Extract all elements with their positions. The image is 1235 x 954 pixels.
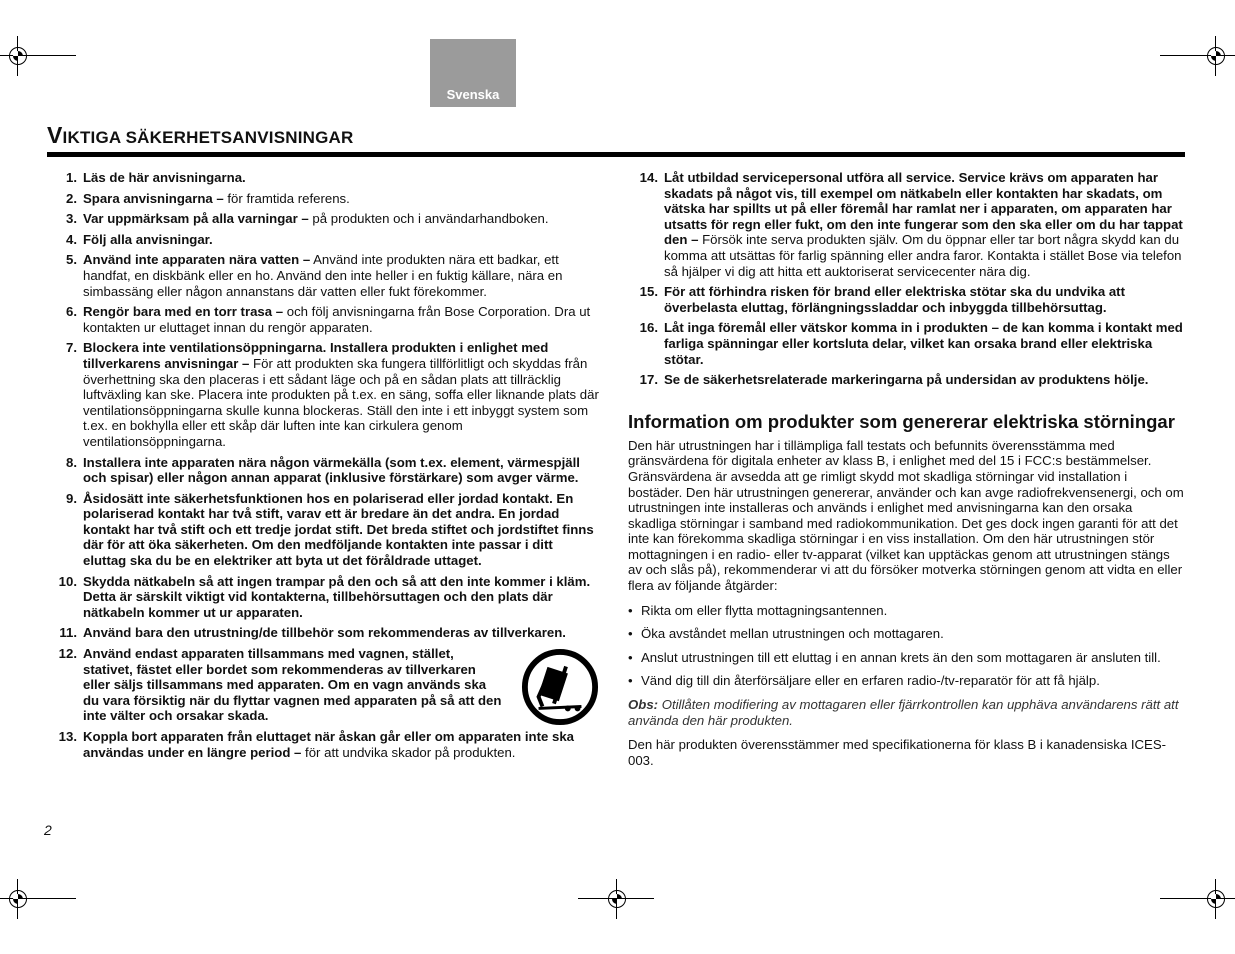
- list-item: [47, 491, 599, 569]
- page-number: 2: [44, 822, 52, 838]
- item-number: 4.: [66, 231, 77, 247]
- list-item: [628, 170, 1184, 279]
- list-item: [47, 252, 599, 299]
- list-item: [628, 372, 1184, 388]
- item-number: 10.: [58, 573, 77, 589]
- item-bold-text: Låt inga föremål eller vätskor komma in i produkten – de kan komma i kontakt med farliga spänningar eller kortsluta delar, vilket kan orsaka brand eller elektriska stötar.: [664, 320, 1183, 367]
- item-number: 3.: [66, 211, 77, 227]
- list-item: [47, 729, 599, 760]
- item-number: 11.: [59, 625, 77, 641]
- list-item: [628, 320, 1184, 367]
- section-heading: Information om produkter som genererar elektriska störningar: [628, 410, 1175, 432]
- list-item: [47, 304, 599, 335]
- item-text: Använd inte produkten nära ett badkar, ett handfat, en diskbänk eller en ho. Använd den inte heller i en fuktig källare, nära en simbassäng eller någon annanstans där vatten eller fukt förekommer.: [83, 252, 563, 299]
- list-item: [47, 455, 599, 486]
- registration-mark-icon: [1196, 36, 1235, 76]
- left-column: [47, 170, 599, 765]
- language-label: Svenska: [446, 87, 500, 102]
- item-bold-text: För att förhindra risken för brand eller elektriska stötar ska du undvika att överbelasta eluttag, förlängningssladdar och inbyggda tillbehörsuttag.: [664, 284, 1125, 315]
- bullet-item: [628, 626, 1184, 642]
- bullet-icon: •: [628, 626, 633, 642]
- item-number: 9.: [66, 490, 77, 506]
- item-number: 17.: [639, 372, 658, 388]
- crop-line: [36, 898, 76, 899]
- item-number: 16.: [639, 320, 658, 336]
- registration-mark-icon: [0, 36, 38, 76]
- item-number: 6.: [66, 304, 77, 320]
- item-text: på produkten och i användarhandboken.: [308, 211, 549, 227]
- registration-mark-icon: [0, 879, 38, 919]
- item-bold-text: Åsidosätt inte säkerhetsfunktionen hos en polariserad eller jordad kontakt. En polariserad kontakt har två stift, varav ett är bredare än det andra. En jordad kontakt har två stift och ett tredje jordat stift. Det breda stiftet och jordstiftet finns där för att öka säkerheten. Om den medföljande kontakten inte passar i ditt eluttag ska du be en elektriker att byta ut det föråldrade uttaget.: [83, 490, 594, 569]
- list-item: [47, 625, 599, 641]
- item-text: för att undvika skador på produkten.: [301, 744, 516, 760]
- page-title: [47, 122, 354, 149]
- bullet-item: [628, 650, 1184, 666]
- item-bold-text: Installera inte apparaten nära någon värmekälla (som t.ex. element, värmespjäll och spisar) eller någon annan apparat (inklusive förstärkare) som avger värme.: [83, 454, 580, 486]
- item-bold-text: Skydda nätkabeln så att ingen trampar på den och så att den inte kommer i kläm. Detta är särskilt viktigt vid kontakterna, tillbehörsuttagen och den plats där nätkabeln kommer ut ur apparaten.: [83, 573, 591, 620]
- item-bold-text: Blockera inte ventilationsöppningarna. Installera produkten i enlighet med tillverkarens anvisningar –: [83, 340, 549, 371]
- title-first-letter: V: [47, 122, 63, 148]
- item-number: 2.: [66, 190, 77, 206]
- note-label: Obs:: [628, 697, 659, 713]
- info-paragraph: Den här utrustningen har i tillämpliga fall testats och befunnits överensstämma med gränsvärdena för digitala enheter av klass B, i enlighet med del 15 i FCC:s bestämmelser. Gränsvärdena är avsedda att ge rimligt skydd mot skadliga störningar vid installation i bostäder. Den här utrustningen genererar, använder och kan avge radiofrekvensenergi, och om utrustningen inte installeras och används i enlighet med anvisningarna kan den orsaka skadliga störningar i samband med radiokommunikation. Det ges dock ingen garanti för att det inte kan förekomma skadliga störningar i en viss installation. Om den här utrustningen stör mottagningen i en radio- eller tv-apparat (vilket kan upptäckas genom att utrustningen stängs av och slås på), rekommenderar vi att du försöker motverka störningen genom att vidta en eller flera av följande åtgärder:: [628, 437, 1184, 594]
- cart-tip-over-warning-icon: [521, 648, 599, 726]
- list-item: [47, 170, 599, 186]
- list-item: [47, 574, 599, 621]
- crop-line: [36, 55, 76, 56]
- item-bold-text: Använd endast apparaten tillsammans med vagnen, stället, stativet, fästet eller bordet som rekommenderas av tillverkaren eller säljs tillsammans med apparaten. Om en vagn används ska du vara försiktig när du flyttar vagnen med apparaten på så att den inte välter och orsakar skada.: [83, 646, 502, 724]
- item-bold-text: Koppla bort apparaten från eluttaget när åskan går eller om apparaten inte ska användas under en längre period –: [83, 729, 575, 760]
- item-text: och följ anvisningarna från Bose Corporation. Dra ut kontakten ur eluttaget innan du rengör apparaten.: [83, 304, 591, 335]
- language-tab: [430, 39, 516, 107]
- bullet-item: [628, 603, 1184, 619]
- item-bold-text: Spara anvisningarna –: [83, 190, 224, 206]
- title-rule: [47, 152, 1185, 157]
- crop-line: [578, 898, 654, 899]
- item-bold-text: Se de säkerhetsrelaterade markeringarna på undersidan av produktens hölje.: [664, 372, 1149, 388]
- bullet-text: Öka avståndet mellan utrustningen och mottagaren.: [641, 626, 944, 642]
- bullet-icon: •: [628, 673, 633, 689]
- item-number: 7.: [66, 340, 77, 356]
- item-bold-text: Rengör bara med en torr trasa –: [83, 304, 284, 320]
- item-number: 1.: [66, 170, 77, 185]
- note: [628, 697, 1184, 728]
- bullet-text: Anslut utrustningen till ett eluttag i en annan krets än den som mottagaren är ansluten till.: [641, 649, 1161, 665]
- list-item: [47, 340, 599, 449]
- crop-line: [1160, 898, 1200, 899]
- crop-line: [1160, 55, 1200, 56]
- list-item: [47, 646, 599, 724]
- item-text: för framtida referens.: [223, 190, 350, 206]
- item-number: 14.: [639, 170, 658, 185]
- bullet-item: [628, 673, 1184, 689]
- item-text: Försök inte serva produkten själv. Om du öppnar eller tar bort några skydd kan du komma att utsättas för farlig spänning eller andra faror. Kontakta i stället Bose via telefon så hjälper vi dig att hitta ett auktoriserat servicecenter nära dig.: [664, 232, 1182, 279]
- bullet-icon: •: [628, 649, 633, 665]
- list-item: [47, 232, 599, 248]
- bullet-text: Vänd dig till din återförsäljare eller en erfaren radio-/tv-reparatör för att få hjälp.: [641, 673, 1100, 689]
- item-bold-text: Läs de här anvisningarna.: [83, 170, 246, 185]
- bullet-icon: •: [628, 602, 633, 618]
- title-rest: IKTIGA SÄKERHETSANVISNINGAR: [62, 128, 354, 147]
- bullet-text: Rikta om eller flytta mottagningsantennen.: [641, 602, 888, 618]
- item-number: 12.: [58, 646, 77, 662]
- registration-mark-icon: [1196, 879, 1235, 919]
- right-column: [628, 170, 1184, 777]
- item-number: 8.: [66, 454, 77, 470]
- list-item: [47, 191, 599, 207]
- item-bold-text: Följ alla anvisningar.: [83, 231, 213, 247]
- canada-compliance-text: Den här produkten överensstämmer med specifikationerna för klass B i kanadensiska ICES-003.: [628, 737, 1167, 768]
- item-number: 15.: [639, 284, 658, 300]
- item-text: För att produkten ska fungera tillförlitligt och skyddas från överhettning ska den placeras i ett sådant läge och på en sådan plats att tillräcklig luftväxling kan ske. Placera inte produkten på t.ex. en säng, soffa eller liknande plats där ventilationsöppningarna skulle kunna blockeras. Ställ den inte i ett inbyggt system som t.ex. en bokhylla eller ett skåp där luften inte kan cirkulera genom ventilationsöppningarna.: [83, 355, 599, 449]
- item-number: 13.: [58, 729, 77, 744]
- note-text: Otillåten modifiering av mottagaren eller fjärrkontrollen kan upphäva användarens rätt att använda den här produkten.: [628, 697, 1179, 728]
- registration-mark-icon: [597, 879, 637, 919]
- list-item: [47, 211, 599, 227]
- item-bold-text: Använd inte apparaten nära vatten –: [83, 252, 311, 268]
- item-bold-text: Låt utbildad servicepersonal utföra all service. Service krävs om apparaten har skadats på något vis, till exempel om nätkabeln eller kontakten har skadats, om vätska har spillts ut på eller föremål har ramlat ner i apparaten, om apparaten har utsatts för regn eller fukt, om den inte fungerar som den ska eller om du har tappat den –: [664, 170, 1183, 248]
- item-number: 5.: [66, 252, 77, 268]
- list-item: [628, 284, 1184, 315]
- item-bold-text: Var uppmärksam på alla varningar –: [83, 211, 309, 227]
- item-bold-text: Använd bara den utrustning/de tillbehör som rekommenderas av tillverkaren.: [83, 625, 566, 641]
